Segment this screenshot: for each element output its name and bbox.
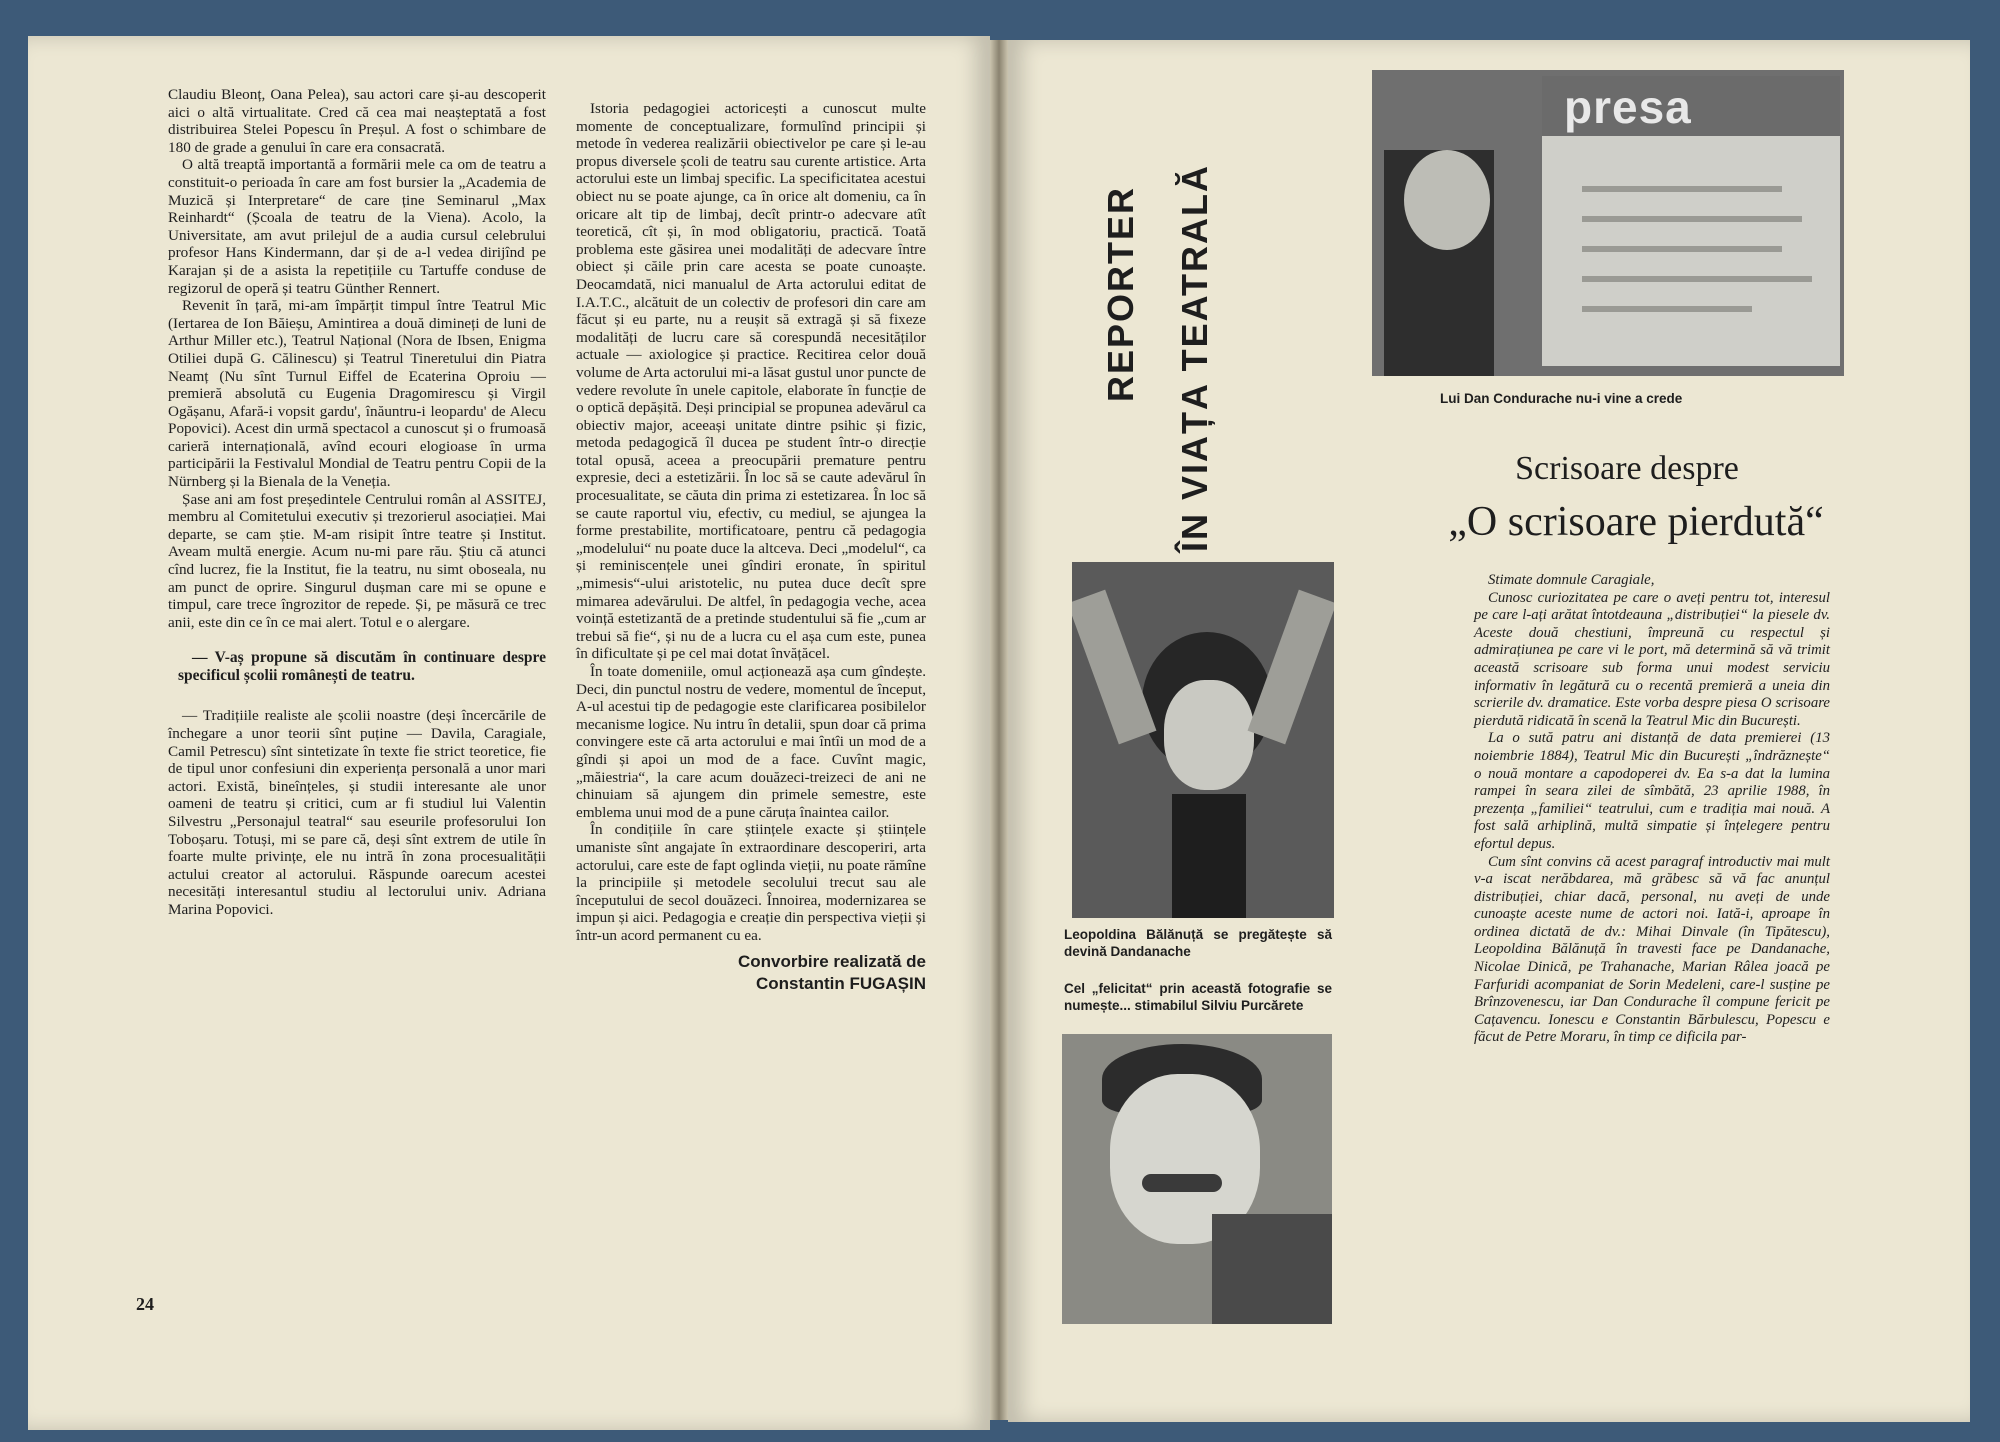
signature-line-2: Constantin FUGAȘIN xyxy=(756,973,926,993)
paragraph: În condițiile în care științele exacte și științele umaniste sînt angajate în extraordinare descoperiri, arta actorului, care este de fapt oglinda vieții, nu poate rămîne la principiile și metodele secolului trecut sau ale începutului de secol douăzeci. Înnoirea, modernizarea se impun și aici. Pedagogia e creație din perspectiva vieții și într-un acord permanent cu ea. xyxy=(576,821,926,944)
caption-photo-3: Cel „felicitat“ prin această fotografie se numește... stimabilul Silviu Purcărete xyxy=(1064,981,1332,1013)
caption-photo-2: Leopoldina Bălănuță se pregătește să devină Dandanache xyxy=(1064,927,1332,959)
paragraph: Revenit în țară, mi-am împărțit timpul între Teatrul Mic (Iertarea de Ion Băieșu, Amintirea a două dimineți de luni de Arthur Miller etc.), Teatrul Național (Nora de Ibsen, Enigma Otiliei după G. Călinescu) și Teatrul Tineretului din Piatra Neamț (Nu sînt Turnul Eiffel de Ecaterina Oproiu — premieră absolută cu Eugenia Dragomirescu și Virgil Ogășanu, Afară-i vopsit gardu', înăuntru-i leopardu' de Alecu Popovici). Acest din urmă spectacol a cunoscut și o frumoasă carieră internațională, avînd ecouri elogioase în urma participării la Festivalul Mondial de Teatru pentru Copii de la Nürnberg și la Bienala de la Veneția. xyxy=(168,297,546,491)
article-headline-line-2: „O scrisoare pierdută“ xyxy=(1448,499,1824,545)
right-page xyxy=(1008,40,1970,1422)
book-spine xyxy=(988,40,1010,1420)
page-number: 24 xyxy=(136,1294,154,1314)
section-title-viata-teatrala: ÎN VIAȚA TEATRALĂ xyxy=(1174,164,1215,552)
interview-question: — V-aș propune să discutăm în continuare despre specificul școlii românești de teatru. xyxy=(178,649,546,685)
letter-salutation: Stimate domnule Caragiale, xyxy=(1488,572,1655,588)
photo-leopoldina-balanuta xyxy=(1072,562,1334,918)
paragraph: Cunosc curiozitatea pe care o aveți pentru tot, interesul pe care l-ați arătat întotdeauna „distribuției“ la piesele dv. Aceste două chestiuni, împreună cu respectul și admirațiunea pe care vi le port, mă determină să vă trimit această scrisoare sub forma unui modest serviciu informativ în legătură cu o recentă premieră a uneia din scrierile dv. dramatice. Este vorba despre piesa O scrisoare pierdută ridicată în scenă la Teatrul Mic din București. xyxy=(1474,589,1830,729)
photo-dan-condurache xyxy=(1372,70,1844,376)
paragraph: Claudiu Bleonț, Oana Pelea), sau actori care și-au descoperit aici o altă virtualitate. Cred că cea mai neașteptată a fost distribuirea Stelei Popescu în Preșul. A fost o schimbare de 180 de grade a genului în care era consacrată. xyxy=(168,86,546,156)
left-page xyxy=(28,36,990,1430)
caption-photo-1: Lui Dan Condurache nu-i vine a crede xyxy=(1440,391,1683,406)
paragraph: — Tradițiile realiste ale școlii noastre (deși încercările de închegare a unor teorii sînt puține — Davila, Caragiale, Camil Petrescu) sînt sintetizate în texte fie strict teoretice, fie de tipul unor confesiuni din experiența personală a unor mari actori. Există, bineînțeles, și studii interesante ale unor oameni de teatru și critici, cum ar fi studiul lui Valentin Silvestru „Personajul teatral“ sau eseurile profesorului Ion Toboșaru. Totuși, mi se pare că, deși sînt extrem de utile în foarte multe privințe, ele nu intră în zona procesualității actului creator al actorului. Răspunde oarecum acestei necesități interesantul studiu al lectorului univ. Adriana Marina Popovici. xyxy=(168,707,546,918)
paragraph: O altă treaptă importantă a formării mele ca om de teatru a constituit-o perioada în care am fost bursier la „Academia de Muzică și Interpretare“ de care ține Seminarul „Max Reinhardt“ (Școala de teatru de la Viena). Acolo, la Universitate, am avut prilejul de a audia cursul celebrului profesor Hans Kindermann, dar și de a-l vedea dirijînd pe Karajan și de a asista la repetițiile cu Tartuffe conduse de regizorul de operă și teatru Günther Rennert. xyxy=(168,156,546,297)
paragraph: Șase ani am fost președintele Centrului român al ASSITEJ, membru al Comitetului executiv și trezorierul asociației. Mai departe, se cam știe. M-am risipit între teatre și Institut. Aveam multă energie. Acum nu-mi pare rău. Știu că atunci cînd lucrez, fie la Institut, fie la teatru, nu simt oboseala, nu am punct de oprire. Singurul dușman care mi se opune e timpul, care trece îngrozitor de repede. Și, pe măsură ce trec anii, este din ce în ce mai alert. Totul e o alergare. xyxy=(168,490,546,631)
theatre-poster xyxy=(1542,76,1840,366)
photo-silviu-purcarete xyxy=(1062,1034,1332,1324)
paragraph: La o sută patru ani distanță de data premierei (13 noiembrie 1884), Teatrul Mic din București „îndrăznește“ o nouă montare a capodoperei dv. Ea s-a dat la lumina rampei în seara zilei de sîmbătă, 23 aprilie 1988, în prezența „familiei“ teatrului, cum e tradiția mai nouă. A fost sală arhiplină, multă simpatie și înțelegere pentru efortul depus. xyxy=(1474,730,1830,852)
poster-lettering: presa xyxy=(1564,81,1692,133)
letter-column xyxy=(1474,572,1830,1047)
section-title-reporter: REPORTER xyxy=(1100,185,1141,402)
left-column-2 xyxy=(576,100,926,995)
signature-line-1: Convorbire realizată de xyxy=(737,951,926,971)
left-column-1 xyxy=(168,86,546,919)
paragraph: În toate domeniile, omul acționează așa cum gîndește. Deci, din punctul nostru de vedere, momentul de început, A-ul acestui tip de pedagogie este clarificarea posibilelor mecanisme logice. Nu intru în detalii, spun doar că prima convingere este că arta actorului e mai întîi un mod de a gîndi și apoi un mod de a face. Cuvînt magic, „măiestria“, la care acum douăzeci-treizeci de ani ne chinuiam să ajungem din primele semestre, este emblema unui mod de a pune căruța înaintea cailor. xyxy=(576,663,926,821)
paragraph: Istoria pedagogiei actoricești a cunoscut multe momente de conceptualizare, formulînd principii și metode în vederea realizării obiectivelor pe care și le-au propus diversele școli de teatru sau curente artistice. Arta actorului este un limbaj specific. La specificitatea acestui obiect nu se poate ajunge, ca în orice alt domeniu, ca în oricare alt tip de limbaj, decît printr-o adecvare atît teoretică, cît și, în mod obligatoriu, practică. Toată problema este găsirea unei modalități de adecvare între obiect și căile prin care acesta se poate cunoaște. Deocamdată, nici manualul de Arta actorului editat de I.A.T.C., alcătuit de un colectiv de profesori din care am făcut și eu parte, nu a reușit să extragă și să fixeze modalități de lucru care să corespundă necesităților actuale — axiologice și practice. Recitirea celor două volume de Arta actorului mi-a lăsat gustul unor puncte de vedere revolute în unele capitole, elaborate în funcție de o optică depășită. Deși principial se propunea adevărul ca obiectiv major, aceeași unitate dintre psihic și fizic, metoda pedagogică îl ducea pe student într-o direcție total opusă, aceea a preocupării premature pentru expresie, deci a estetizării. În loc să se caute adevărul în procesualitate, se căuta din prima zi estetizarea. În loc să se caute raportul viu, efectiv, cu mediul, se ajungea la forme prestabilite, mortificatoare, pentru că pedagogia „modelului“ nu poate duce la altceva. Deci „modelul“, ca și reminiscențele unei gîndiri eronate, în spiritul „mimesis“-ului aristotelic, nu putea duce decît spre mimarea adevărului. De altfel, în pedagogia veche, acea voință estetizantă de a pretinde studentului să fie „cum ar trebui să fie“, și nu de a lucra cu el așa cum este, punea în dificultate și pe cel mai dotat învățăcel. xyxy=(576,100,926,663)
paragraph: Cum sînt convins că acest paragraf introductiv mai mult v-a iscat nerăbdarea, mă grăbesc să vă fac anunțul distribuției, chiar dacă, personal, nu aveți de unde cunoaște aceste nume de actori noi. Iată-i, aproape în ordinea dictată de dv.: Mihai Dinvale (în Tipătescu), Leopoldina Bălănuță în travesti face pe Dandanache, Nicolae Dinică, pe Trahanache, Marian Râlea joacă pe Farfuridi acompaniat de Sorin Medeleni, care-l susține pe Brînzovenescu, iar Dan Condurache îl compune fericit pe Cațavencu. Ionescu e Constantin Bărbulescu, Popescu e făcut de Petre Moraru, în timp ce dificila par- xyxy=(1474,853,1830,1046)
man-silhouette xyxy=(1384,150,1494,376)
article-headline-line-1: Scrisoare despre xyxy=(1515,450,1739,487)
